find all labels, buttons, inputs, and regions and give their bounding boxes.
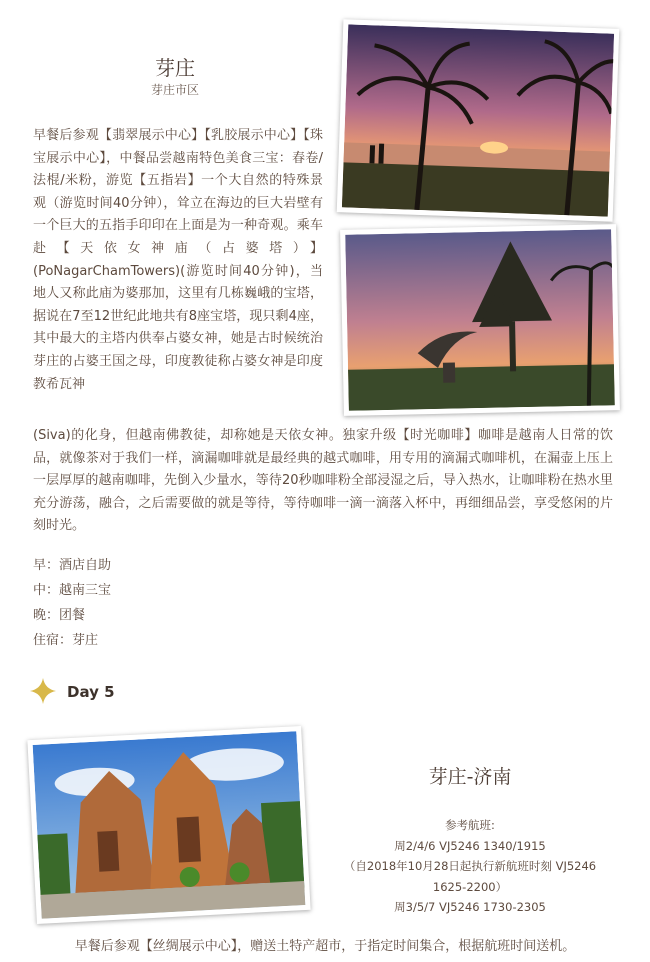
meal-dinner: 晚：团餐 xyxy=(33,608,86,623)
flight-info xyxy=(330,815,610,918)
tower-dusk-photo xyxy=(340,224,620,416)
cham-towers-photo xyxy=(27,726,310,924)
day5-title: 芽庄-济南 xyxy=(428,766,512,788)
flight-line: 周3/5/7 VJ5246 1730-2305 xyxy=(394,900,546,914)
day4-title: 芽庄 xyxy=(155,56,195,80)
flight-line: 周2/4/6 VJ5246 1340/1915 xyxy=(394,838,546,853)
day4-subtitle: 芽庄市区 xyxy=(150,83,199,97)
meal-lunch: 中：越南三宝 xyxy=(33,583,112,598)
flight-info-heading: 参考航班: xyxy=(445,818,495,832)
day5-label: Day 5 xyxy=(67,683,115,701)
flight-line: （自2018年10月28日起执行新航班时刻 VJ5246 xyxy=(343,859,597,873)
day5-description: 早餐后参观【丝绸展示中心】，赠送土特产超市，于指定时间集合，根据航班时间送机。 xyxy=(74,939,576,954)
four-point-star-icon xyxy=(30,678,56,708)
meal-breakfast: 早：酒店自助 xyxy=(33,558,112,573)
flight-line: 1625-2200） xyxy=(432,879,508,894)
beach-sunset-photo xyxy=(337,19,620,222)
day4-description-part1: 早餐后参观【翡翠展示中心】【乳胶展示中心】【珠宝展示中心】，中餐品尝越南特色美食三宝：春卷/法棍/米粉，游览【五指岩】一个大自然的特殊景观（游览时间40分钟），耸立在海边的巨大岩壁有一个巨大的五指手印印在上面是为一种奇观。乘车赴【天依女神庙（占婆塔）】(PoNagarChamTowers)(游览时间40分钟)，当地人又称此庙为婆那加，这里有几栋巍峨的宝塔，据说在7至12世纪此地共有8座宝塔，现只剩4座，其中最大的主塔内供奉占婆女神，她是古时候统治芽庄的占婆王国之母，印度教徒称占婆女神是印度教希瓦神 xyxy=(33,128,323,392)
day4-description-part2: (Siva)的化身，但越南佛教徒，却称她是天依女神。独家升级【时光咖啡】咖啡是越南人日常的饮品，就像茶对于我们一样，滴漏咖啡就是最经典的越式咖啡，用专用的滴漏式咖啡机，在漏壶上压上一层厚厚的越南咖啡，先倒入少量水，等待20秒咖啡粉全部浸湿之后，导入热水，让咖啡粉在热水里充分游荡，融合，之后需要做的就是等待，等待咖啡一滴一滴落入杯中，再细细品尝，享受悠闲的片刻时光。 xyxy=(33,428,613,534)
accommodation: 住宿：芽庄 xyxy=(33,633,99,648)
